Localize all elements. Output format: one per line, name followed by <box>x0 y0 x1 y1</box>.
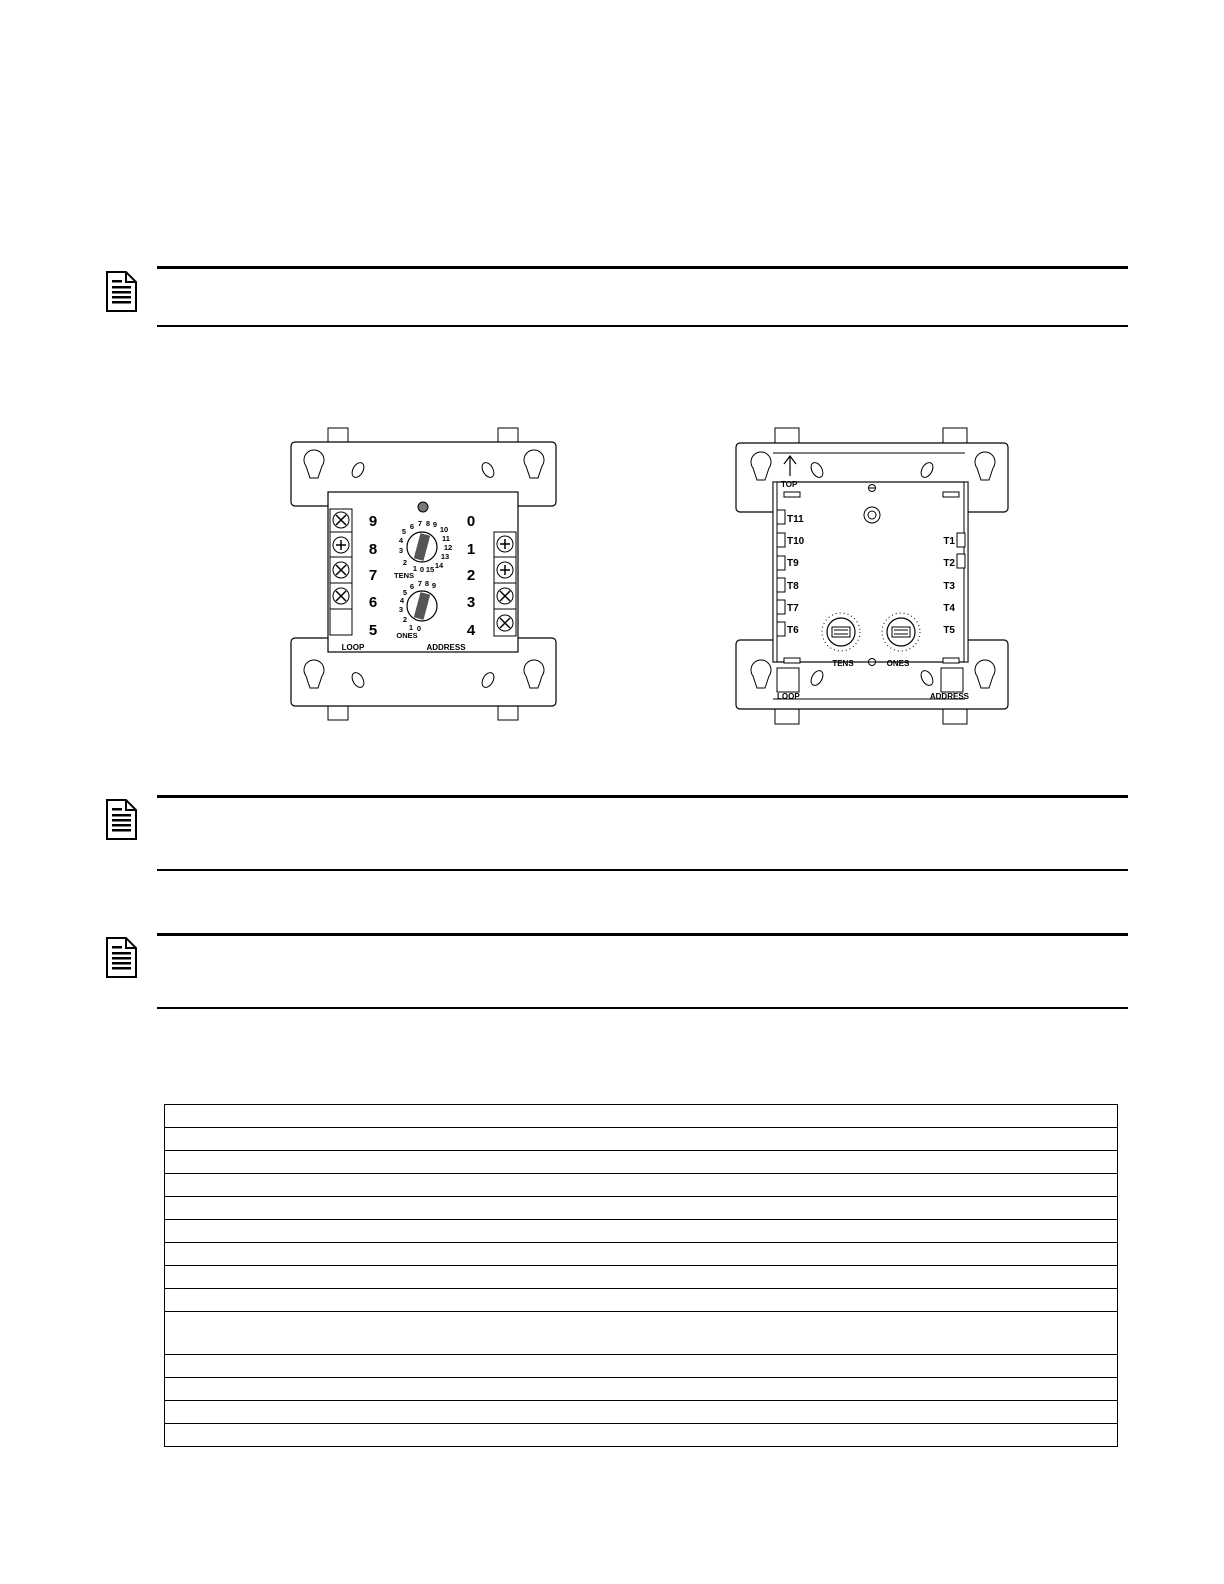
terminal-number: 2 <box>466 567 476 584</box>
svg-text:0: 0 <box>416 624 422 633</box>
terminal-label: T6 <box>787 625 799 636</box>
svg-text:8: 8 <box>424 579 430 588</box>
svg-text:14: 14 <box>434 561 444 570</box>
ones-label: ONES <box>396 631 418 640</box>
terminal-number: 1 <box>466 541 476 558</box>
table-row <box>165 1243 1118 1266</box>
specifications-table <box>164 1104 1118 1447</box>
svg-text:5: 5 <box>401 527 407 536</box>
loop-label: LOOP <box>777 692 800 701</box>
left-terminal-block <box>330 509 352 635</box>
table-row <box>165 1105 1118 1128</box>
address-label: ADDRESS <box>929 692 969 701</box>
top-label: TOP <box>781 480 798 489</box>
svg-text:9: 9 <box>432 520 438 529</box>
terminal-label: T5 <box>943 625 955 636</box>
svg-text:4: 4 <box>398 536 404 545</box>
table-row <box>165 1151 1118 1174</box>
svg-text:3: 3 <box>398 605 404 614</box>
svg-text:10: 10 <box>439 525 449 534</box>
table-row <box>165 1312 1118 1355</box>
terminal-number: 9 <box>368 513 378 530</box>
svg-text:4: 4 <box>399 596 405 605</box>
svg-text:2: 2 <box>402 558 408 567</box>
table-row <box>165 1424 1118 1447</box>
svg-text:7: 7 <box>417 519 423 528</box>
svg-text:8: 8 <box>425 519 431 528</box>
terminal-label: T1 <box>943 536 955 547</box>
svg-text:1: 1 <box>408 623 414 632</box>
note-bottom-rule <box>157 1007 1128 1009</box>
loop-label: LOOP <box>341 643 365 652</box>
table-row <box>165 1355 1118 1378</box>
svg-text:15: 15 <box>425 565 435 574</box>
terminal-number: 0 <box>466 513 476 530</box>
svg-text:6: 6 <box>409 582 415 591</box>
terminal-number: 4 <box>466 622 476 639</box>
svg-text:2: 2 <box>402 615 408 624</box>
terminal-number: 6 <box>368 594 378 611</box>
note-top-rule <box>157 266 1128 269</box>
table-row <box>165 1197 1118 1220</box>
svg-text:11: 11 <box>442 534 450 543</box>
svg-text:1: 1 <box>412 564 418 573</box>
note-bottom-rule <box>157 869 1128 871</box>
table-row <box>165 1266 1118 1289</box>
table-row <box>165 1220 1118 1243</box>
terminal-number: 5 <box>368 622 378 639</box>
note-icon <box>106 271 137 312</box>
svg-text:6: 6 <box>409 522 415 531</box>
svg-text:13: 13 <box>440 552 450 561</box>
terminal-number: 3 <box>466 594 476 611</box>
terminal-label: T8 <box>787 581 799 592</box>
svg-text:9: 9 <box>431 581 437 590</box>
table-row <box>165 1174 1118 1197</box>
table-row <box>165 1289 1118 1312</box>
terminal-label: T11 <box>787 514 804 525</box>
table-row <box>165 1401 1118 1424</box>
svg-text:3: 3 <box>398 546 404 555</box>
terminal-label: T7 <box>787 603 799 614</box>
svg-text:0: 0 <box>419 565 425 574</box>
svg-text:12: 12 <box>443 543 453 552</box>
right-terminal-block <box>494 532 516 636</box>
ones-label: ONES <box>886 659 910 668</box>
terminal-number: 8 <box>368 541 378 558</box>
svg-text:7: 7 <box>417 579 423 588</box>
terminal-label: T2 <box>943 558 955 569</box>
note-top-rule <box>157 933 1128 936</box>
module-front-view <box>288 426 560 724</box>
tens-label: TENS <box>393 571 415 580</box>
terminal-label: T9 <box>787 558 799 569</box>
table-row <box>165 1378 1118 1401</box>
note-icon <box>106 937 137 978</box>
note-icon <box>106 799 137 840</box>
svg-text:5: 5 <box>402 588 408 597</box>
note-bottom-rule <box>157 325 1128 327</box>
terminal-label: T3 <box>943 581 955 592</box>
terminal-label: T4 <box>943 603 955 614</box>
address-label: ADDRESS <box>426 643 466 652</box>
module-back-view <box>733 426 1011 728</box>
terminal-label: T10 <box>787 536 805 547</box>
note-top-rule <box>157 795 1128 798</box>
table-row <box>165 1128 1118 1151</box>
tens-label: TENS <box>832 659 854 668</box>
terminal-number: 7 <box>368 567 378 584</box>
